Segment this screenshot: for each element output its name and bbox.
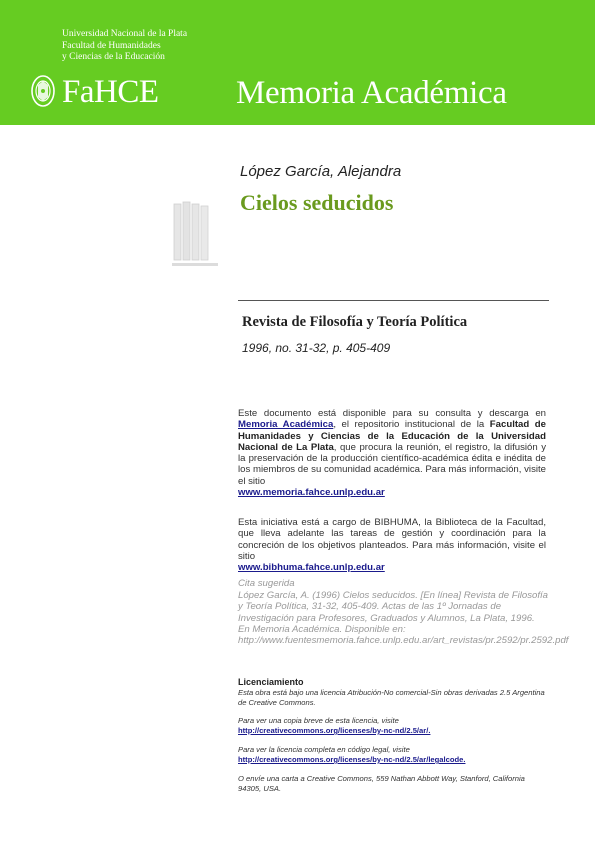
license-heading: Licenciamiento bbox=[238, 677, 304, 687]
license-full-link[interactable]: http://creativecommons.org/licenses/by-nc-nd/2.5/ar/legalcode. bbox=[238, 755, 466, 764]
availability-text-end: , que procura la reunión, el registro, la difusión y la preservación de la producción científico-académica édita e inédita de los miembros de su comunidad académica. Para más información, visite el sitio bbox=[238, 441, 547, 487]
suggested-citation-heading: Cita sugerida bbox=[238, 578, 295, 589]
repository-title: Memoria Académica bbox=[236, 75, 507, 111]
memoria-academica-link[interactable]: Memoria Académica bbox=[238, 419, 334, 431]
bibhuma-paragraph bbox=[238, 517, 546, 573]
license-short-link[interactable]: http://creativecommons.org/licenses/by-nc-nd/2.5/ar/. bbox=[238, 726, 431, 735]
memoria-url-link[interactable]: www.memoria.fahce.unlp.edu.ar bbox=[238, 487, 385, 499]
bibhuma-url-link[interactable]: www.bibhuma.fahce.unlp.edu.ar bbox=[238, 562, 385, 574]
license-text: Esta obra está bajo una licencia Atribución-No comercial-Sin obras derivadas 2.5 Argentina de Creative Commons. bbox=[238, 688, 545, 707]
header-divider bbox=[238, 300, 549, 301]
citation-details: 1996, no. 31-32, p. 405-409 bbox=[242, 341, 391, 355]
document-author: López García, Alejandra bbox=[240, 163, 402, 180]
license-full-url-row bbox=[238, 755, 548, 765]
license-short-url-row bbox=[238, 726, 548, 736]
university-name: Universidad Nacional de la Plata bbox=[62, 29, 188, 39]
institution-name: Facultad de Humanidades y Ciencias de la Educación de la Universidad Nacional de La Plata bbox=[238, 419, 546, 453]
license-full-label: Para ver la licencia completa en código legal, visite bbox=[238, 745, 410, 754]
license-letter-text: O envíe una carta a Creative Commons, 559 Nathan Abbott Way, Stanford, California 94305, USA. bbox=[238, 774, 525, 793]
fahce-logo-text: FaHCE bbox=[62, 74, 159, 110]
faculty-name-line1: Facultad de Humanidades bbox=[62, 41, 161, 51]
availability-paragraph bbox=[238, 408, 546, 498]
journal-name: Revista de Filosofía y Teoría Política bbox=[242, 314, 468, 330]
university-seal-icon bbox=[30, 73, 56, 109]
suggested-citation-text: López García, A. (1996) Cielos seducidos. [En línea] Revista de Filosofía y Teoría Política, 31-32, 405-409. Actas de las 1º Jornadas de Investigación para Profesores, Graduados y Alumnos, La Plata, 1996. En Memoria Académica. Disponible en: http://www.fuentesmemoria.fahce.unlp.edu.ar/art_revistas/pr.2592/pr.2592.pdf bbox=[238, 590, 569, 647]
bibhuma-text: Esta iniciativa está a cargo de BIBHUMA, la Biblioteca de la Facultad, que lleva adelante las tareas de gestión y coordinación para la concreción de los objetivos planteados. Para más información, visite el sitio bbox=[238, 517, 546, 562]
availability-text-start: Este documento está disponible para su consulta y descarga en bbox=[238, 408, 546, 419]
availability-text-mid: , el repositorio institucional de la bbox=[333, 419, 485, 431]
faculty-name-line2: y Ciencias de la Educación bbox=[62, 52, 165, 62]
header-banner bbox=[0, 0, 595, 125]
license-short-label: Para ver una copia breve de esta licencia, visite bbox=[238, 716, 399, 725]
books-logo-icon bbox=[170, 200, 222, 272]
document-title: Cielos seducidos bbox=[240, 190, 394, 215]
